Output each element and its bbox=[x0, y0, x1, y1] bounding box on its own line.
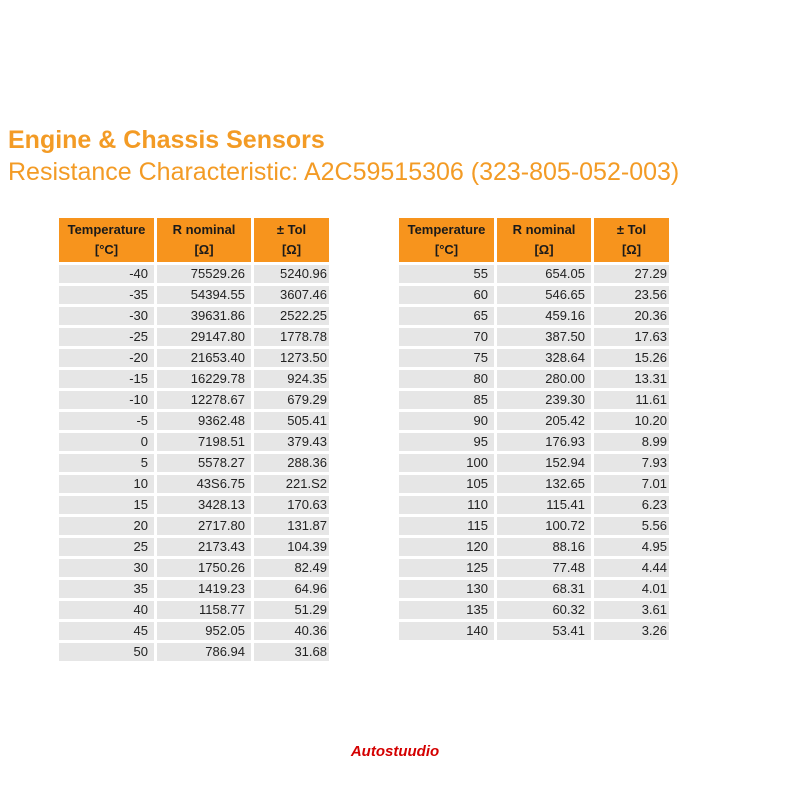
table-row bbox=[399, 559, 669, 577]
header-r-nominal-label: R nominal bbox=[512, 222, 576, 237]
cell-tolerance: 82.49 bbox=[254, 559, 329, 577]
cell-tolerance: 8.99 bbox=[594, 433, 669, 451]
cell-r-nominal: 100.72 bbox=[497, 517, 591, 535]
title-block bbox=[8, 124, 679, 188]
table-row bbox=[59, 538, 329, 556]
cell-tolerance: 17.63 bbox=[594, 328, 669, 346]
cell-temperature: 45 bbox=[59, 622, 154, 640]
table-row bbox=[399, 538, 669, 556]
cell-temperature: 95 bbox=[399, 433, 494, 451]
cell-tolerance: 379.43 bbox=[254, 433, 329, 451]
table-row bbox=[399, 328, 669, 346]
cell-temperature: -25 bbox=[59, 328, 154, 346]
cell-r-nominal: 387.50 bbox=[497, 328, 591, 346]
cell-r-nominal: 43S6.75 bbox=[157, 475, 251, 493]
cell-tolerance: 23.56 bbox=[594, 286, 669, 304]
table-row bbox=[59, 391, 329, 409]
cell-tolerance: 4.95 bbox=[594, 538, 669, 556]
cell-tolerance: 679.29 bbox=[254, 391, 329, 409]
cell-tolerance: 1778.78 bbox=[254, 328, 329, 346]
header-tolerance-label: ± Tol bbox=[616, 222, 647, 237]
table-row bbox=[59, 412, 329, 430]
header-temperature-unit: [°C] bbox=[434, 242, 459, 257]
cell-r-nominal: 280.00 bbox=[497, 370, 591, 388]
cell-temperature: 60 bbox=[399, 286, 494, 304]
cell-tolerance: 5240.96 bbox=[254, 265, 329, 283]
header-r-nominal-unit: [Ω] bbox=[194, 242, 214, 257]
cell-r-nominal: 29147.80 bbox=[157, 328, 251, 346]
cell-tolerance: 15.26 bbox=[594, 349, 669, 367]
cell-r-nominal: 9362.48 bbox=[157, 412, 251, 430]
cell-r-nominal: 75529.26 bbox=[157, 265, 251, 283]
cell-temperature: 75 bbox=[399, 349, 494, 367]
cell-tolerance: 924.35 bbox=[254, 370, 329, 388]
cell-tolerance: 13.31 bbox=[594, 370, 669, 388]
table-row bbox=[59, 643, 329, 661]
cell-r-nominal: 60.32 bbox=[497, 601, 591, 619]
cell-temperature: 135 bbox=[399, 601, 494, 619]
cell-r-nominal: 176.93 bbox=[497, 433, 591, 451]
table-row bbox=[59, 496, 329, 514]
cell-temperature: 80 bbox=[399, 370, 494, 388]
resistance-table-left bbox=[56, 215, 332, 664]
cell-temperature: 10 bbox=[59, 475, 154, 493]
table-row bbox=[59, 286, 329, 304]
header-r-nominal bbox=[497, 218, 591, 262]
cell-r-nominal: 152.94 bbox=[497, 454, 591, 472]
cell-tolerance: 3.26 bbox=[594, 622, 669, 640]
cell-tolerance: 27.29 bbox=[594, 265, 669, 283]
cell-tolerance: 131.87 bbox=[254, 517, 329, 535]
cell-r-nominal: 68.31 bbox=[497, 580, 591, 598]
cell-tolerance: 505.41 bbox=[254, 412, 329, 430]
cell-temperature: -5 bbox=[59, 412, 154, 430]
table-row bbox=[399, 517, 669, 535]
header-tolerance bbox=[594, 218, 669, 262]
resistance-table-right bbox=[396, 215, 672, 643]
cell-temperature: 105 bbox=[399, 475, 494, 493]
table-body-right bbox=[399, 265, 669, 640]
table-row bbox=[399, 370, 669, 388]
table-row bbox=[399, 349, 669, 367]
cell-temperature: -35 bbox=[59, 286, 154, 304]
table-row bbox=[59, 349, 329, 367]
table-row bbox=[59, 370, 329, 388]
cell-tolerance: 51.29 bbox=[254, 601, 329, 619]
cell-r-nominal: 54394.55 bbox=[157, 286, 251, 304]
table-row bbox=[59, 517, 329, 535]
cell-r-nominal: 2717.80 bbox=[157, 517, 251, 535]
page-subtitle: Resistance Characteristic: A2C59515306 (323-805-052-003) bbox=[8, 158, 680, 186]
cell-tolerance: 7.93 bbox=[594, 454, 669, 472]
table-row bbox=[59, 328, 329, 346]
table-row bbox=[399, 601, 669, 619]
cell-r-nominal: 77.48 bbox=[497, 559, 591, 577]
table-row bbox=[399, 286, 669, 304]
cell-r-nominal: 205.42 bbox=[497, 412, 591, 430]
header-temperature bbox=[399, 218, 494, 262]
cell-temperature: -10 bbox=[59, 391, 154, 409]
cell-temperature: -30 bbox=[59, 307, 154, 325]
cell-r-nominal: 1158.77 bbox=[157, 601, 251, 619]
cell-tolerance: 31.68 bbox=[254, 643, 329, 661]
cell-temperature: -20 bbox=[59, 349, 154, 367]
table-row bbox=[399, 307, 669, 325]
header-temperature-label: Temperature bbox=[67, 222, 146, 237]
cell-temperature: 115 bbox=[399, 517, 494, 535]
header-tolerance bbox=[254, 218, 329, 262]
watermark-text: Autostuudio bbox=[350, 743, 440, 760]
page-title: Engine & Chassis Sensors bbox=[8, 126, 325, 154]
table-row bbox=[399, 412, 669, 430]
cell-tolerance: 7.01 bbox=[594, 475, 669, 493]
cell-tolerance: 1273.50 bbox=[254, 349, 329, 367]
table-row bbox=[399, 622, 669, 640]
cell-tolerance: 20.36 bbox=[594, 307, 669, 325]
table-row bbox=[399, 580, 669, 598]
header-r-nominal bbox=[157, 218, 251, 262]
cell-tolerance: 10.20 bbox=[594, 412, 669, 430]
cell-tolerance: 3.61 bbox=[594, 601, 669, 619]
table-row bbox=[399, 475, 669, 493]
cell-tolerance: 104.39 bbox=[254, 538, 329, 556]
header-tolerance-label: ± Tol bbox=[276, 222, 307, 237]
cell-r-nominal: 1750.26 bbox=[157, 559, 251, 577]
cell-temperature: -15 bbox=[59, 370, 154, 388]
cell-temperature: 5 bbox=[59, 454, 154, 472]
cell-temperature: 130 bbox=[399, 580, 494, 598]
table-row bbox=[399, 496, 669, 514]
cell-r-nominal: 53.41 bbox=[497, 622, 591, 640]
cell-temperature: -40 bbox=[59, 265, 154, 283]
cell-r-nominal: 88.16 bbox=[497, 538, 591, 556]
cell-tolerance: 221.S2 bbox=[254, 475, 329, 493]
table-row bbox=[59, 580, 329, 598]
cell-temperature: 0 bbox=[59, 433, 154, 451]
cell-temperature: 100 bbox=[399, 454, 494, 472]
cell-temperature: 30 bbox=[59, 559, 154, 577]
header-r-nominal-unit: [Ω] bbox=[534, 242, 554, 257]
table-row bbox=[59, 559, 329, 577]
header-temperature bbox=[59, 218, 154, 262]
cell-tolerance: 40.36 bbox=[254, 622, 329, 640]
table-row bbox=[59, 601, 329, 619]
cell-tolerance: 3607.46 bbox=[254, 286, 329, 304]
cell-tolerance: 5.56 bbox=[594, 517, 669, 535]
table-row bbox=[59, 622, 329, 640]
cell-r-nominal: 2173.43 bbox=[157, 538, 251, 556]
cell-tolerance: 64.96 bbox=[254, 580, 329, 598]
cell-tolerance: 6.23 bbox=[594, 496, 669, 514]
cell-temperature: 25 bbox=[59, 538, 154, 556]
header-tolerance-unit: [Ω] bbox=[621, 242, 642, 257]
cell-temperature: 110 bbox=[399, 496, 494, 514]
cell-temperature: 120 bbox=[399, 538, 494, 556]
cell-tolerance: 4.01 bbox=[594, 580, 669, 598]
header-temperature-label: Temperature bbox=[407, 222, 486, 237]
cell-temperature: 35 bbox=[59, 580, 154, 598]
cell-temperature: 85 bbox=[399, 391, 494, 409]
cell-temperature: 125 bbox=[399, 559, 494, 577]
table-row bbox=[399, 454, 669, 472]
cell-temperature: 140 bbox=[399, 622, 494, 640]
cell-r-nominal: 952.05 bbox=[157, 622, 251, 640]
cell-temperature: 20 bbox=[59, 517, 154, 535]
table-header-row bbox=[59, 218, 329, 262]
cell-r-nominal: 459.16 bbox=[497, 307, 591, 325]
cell-temperature: 50 bbox=[59, 643, 154, 661]
cell-tolerance: 4.44 bbox=[594, 559, 669, 577]
table-row bbox=[59, 454, 329, 472]
table-header-row bbox=[399, 218, 669, 262]
cell-r-nominal: 21653.40 bbox=[157, 349, 251, 367]
table-row bbox=[59, 475, 329, 493]
cell-r-nominal: 239.30 bbox=[497, 391, 591, 409]
cell-r-nominal: 132.65 bbox=[497, 475, 591, 493]
cell-r-nominal: 1419.23 bbox=[157, 580, 251, 598]
table-row bbox=[399, 265, 669, 283]
cell-temperature: 15 bbox=[59, 496, 154, 514]
cell-r-nominal: 654.05 bbox=[497, 265, 591, 283]
cell-r-nominal: 328.64 bbox=[497, 349, 591, 367]
table-row bbox=[399, 391, 669, 409]
cell-temperature: 55 bbox=[399, 265, 494, 283]
cell-r-nominal: 115.41 bbox=[497, 496, 591, 514]
header-r-nominal-label: R nominal bbox=[172, 222, 236, 237]
cell-temperature: 40 bbox=[59, 601, 154, 619]
cell-r-nominal: 786.94 bbox=[157, 643, 251, 661]
table-row bbox=[59, 307, 329, 325]
cell-tolerance: 11.61 bbox=[594, 391, 669, 409]
cell-r-nominal: 3428.13 bbox=[157, 496, 251, 514]
cell-temperature: 65 bbox=[399, 307, 494, 325]
header-temperature-unit: [°C] bbox=[94, 242, 119, 257]
cell-tolerance: 170.63 bbox=[254, 496, 329, 514]
table-row bbox=[59, 265, 329, 283]
cell-r-nominal: 5578.27 bbox=[157, 454, 251, 472]
table-row bbox=[59, 433, 329, 451]
cell-temperature: 70 bbox=[399, 328, 494, 346]
cell-tolerance: 288.36 bbox=[254, 454, 329, 472]
cell-r-nominal: 39631.86 bbox=[157, 307, 251, 325]
cell-r-nominal: 16229.78 bbox=[157, 370, 251, 388]
cell-tolerance: 2522.25 bbox=[254, 307, 329, 325]
cell-r-nominal: 546.65 bbox=[497, 286, 591, 304]
header-tolerance-unit: [Ω] bbox=[281, 242, 302, 257]
cell-r-nominal: 12278.67 bbox=[157, 391, 251, 409]
table-body-left bbox=[59, 265, 329, 661]
table-row bbox=[399, 433, 669, 451]
cell-temperature: 90 bbox=[399, 412, 494, 430]
cell-r-nominal: 7198.51 bbox=[157, 433, 251, 451]
